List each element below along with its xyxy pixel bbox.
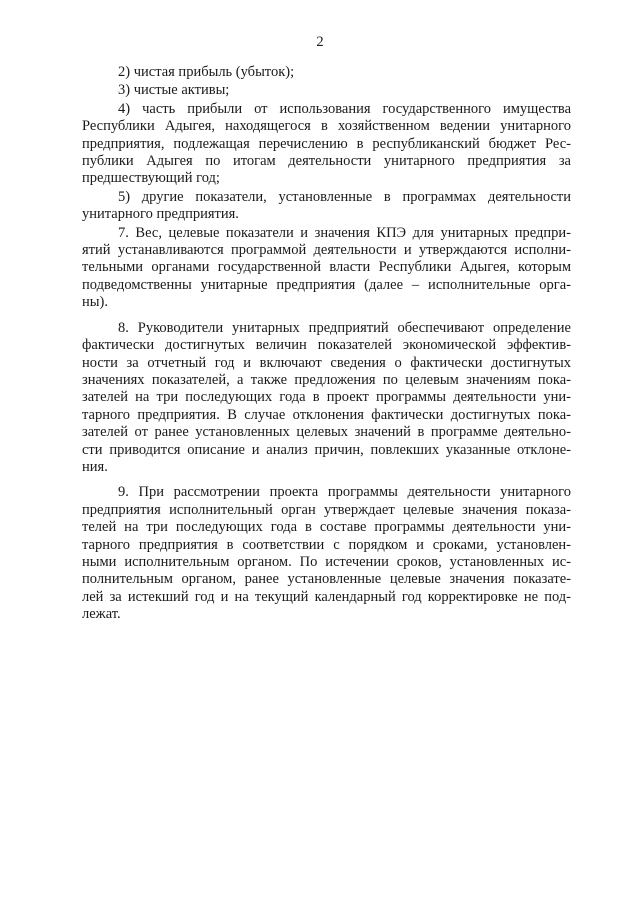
text-line: подведомственны унитарные предприятия (далее – исполнительные орга- <box>82 276 571 293</box>
text-line: предшествующий год; <box>82 170 220 187</box>
text-line: фактически достигнутых величин показателей экономической эффектив- <box>82 337 571 354</box>
text-line: ности за отчетный год и включают сведения о фактически достигнутых <box>82 354 571 371</box>
text-line: Республики Адыгея, находящегося в хозяйственном ведении унитарного <box>82 118 571 135</box>
text-line: унитарного предприятия. <box>82 206 239 223</box>
text-line: ны). <box>82 294 108 311</box>
text-line: ятий устанавливаются программой деятельности и утверждаются исполни- <box>82 242 571 259</box>
text-line: тарного предприятия в соответствии с порядком и сроками, установлен- <box>82 536 571 553</box>
text-line: ния. <box>82 458 108 475</box>
text-line: тарного предприятия. В случае отклонения фактически достигнутых пока- <box>82 406 571 423</box>
text-line: 8. Руководители унитарных предприятий обеспечивают определение <box>118 319 571 336</box>
list-item-other-indicators <box>82 189 571 224</box>
text-line: 5) другие показатели, установленные в программах деятельности <box>118 188 571 205</box>
text-line: предприятия исполнительный орган утверждает целевые значения показа- <box>82 501 571 518</box>
text-line: 3) чистые активы; <box>118 82 230 99</box>
text-line: 4) часть прибыли от использования государственного имущества <box>118 100 571 117</box>
document-body <box>82 64 571 624</box>
text-line: телей на три последующих года в составе программы деятельности уни- <box>82 519 571 536</box>
section-8-paragraph <box>82 320 571 477</box>
text-line: сти приводится описание и анализ причин, повлекших указанные отклоне- <box>82 441 571 458</box>
list-item-net-profit <box>82 64 571 81</box>
text-line: публики Адыгея по итогам деятельности унитарного предприятия за <box>82 153 571 170</box>
text-line: значениях показателей, а также предложения по целевым значениям пока- <box>82 371 571 388</box>
text-line: лежат. <box>82 606 121 623</box>
text-line: лей за истекший год и на текущий календарный год корректировке не под- <box>82 588 571 605</box>
list-item-profit-share <box>82 101 571 188</box>
text-line: 7. Вес, целевые показатели и значения КПЭ для унитарных предпри- <box>118 224 571 241</box>
text-line: ными исполнительным органом. По истечении сроков, установленных ис- <box>82 553 571 570</box>
text-line: предприятия, подлежащая перечислению в республиканский бюджет Рес- <box>82 135 571 152</box>
list-item-net-assets <box>82 82 571 99</box>
text-line: тельными органами государственной власти Республики Адыгея, которым <box>82 259 571 276</box>
text-line: полнительным органом, ранее установленные целевые значения показате- <box>82 571 571 588</box>
page-number: 2 <box>316 34 324 50</box>
section-9-paragraph <box>82 484 571 623</box>
text-line: 2) чистая прибыль (убыток); <box>118 64 295 80</box>
text-line: зателей от ранее установленных целевых значений в программе деятельно- <box>82 424 571 441</box>
text-line: 9. При рассмотрении проекта программы деятельности унитарного <box>118 484 571 501</box>
section-7-paragraph <box>82 225 571 312</box>
text-line: зателей на три последующих года в проект программы деятельности уни- <box>82 389 571 406</box>
